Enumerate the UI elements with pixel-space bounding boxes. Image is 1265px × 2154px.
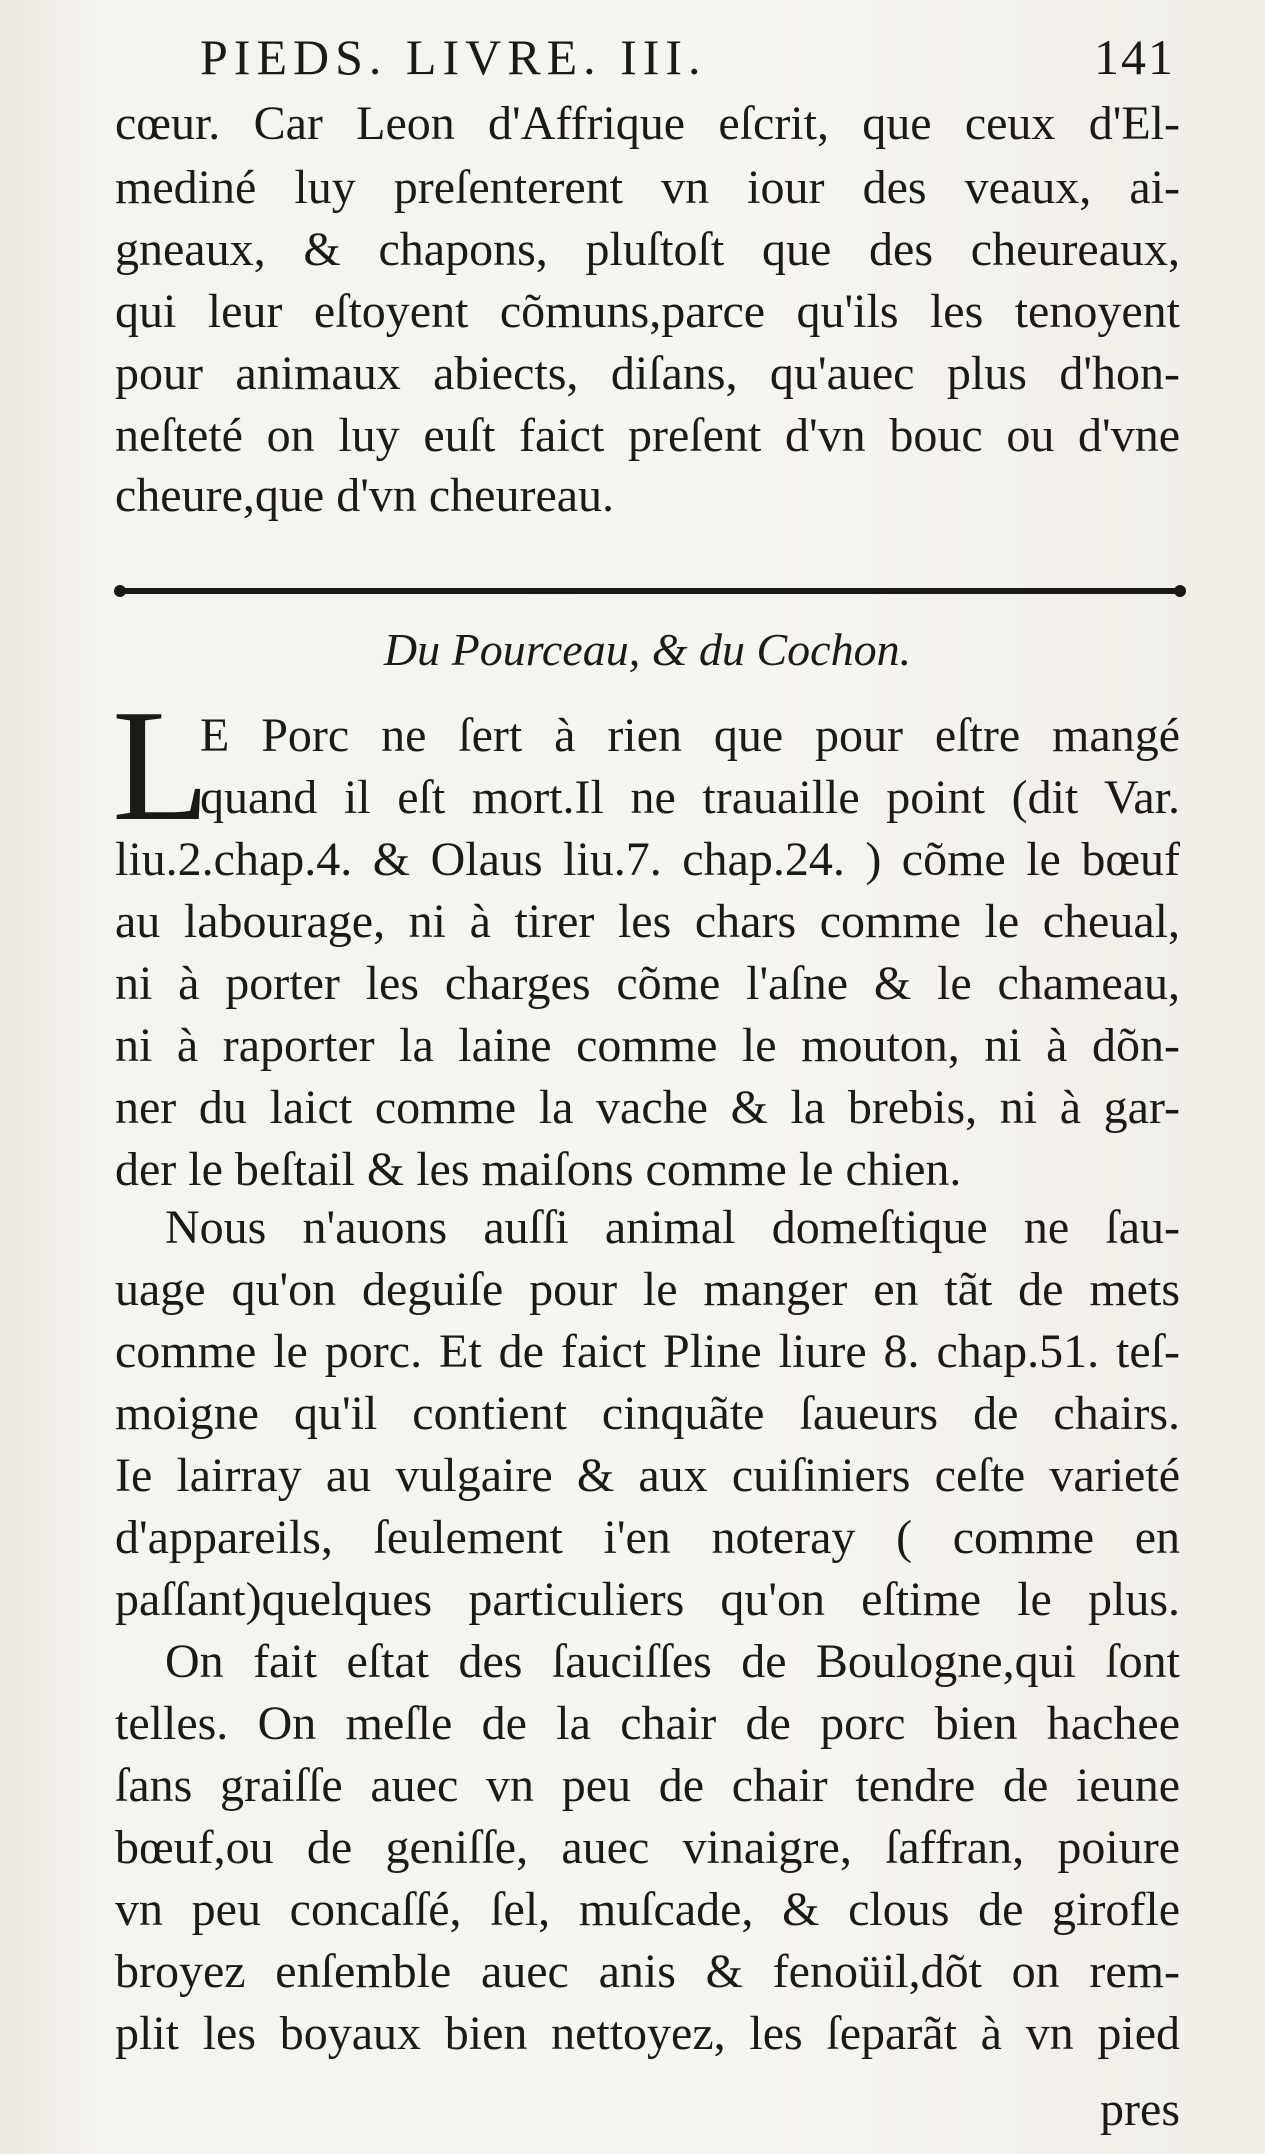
text-line: ner du laict comme la vache & la brebis, ni à gar- xyxy=(115,1081,1180,1134)
text-line: E Porc ne ſert à rien que pour eſtre mangé xyxy=(200,709,1180,762)
page-header xyxy=(200,28,1175,88)
text-line: ſans graiſſe auec vn peu de chair tendre de ieune xyxy=(115,1759,1180,1812)
text-line: neſteté on luy euſt faict preſent d'vn bouc ou d'vne xyxy=(115,409,1180,462)
running-title: PIEDS. LIVRE. III. xyxy=(200,29,707,85)
text-line: liu.2.chap.4. & Olaus liu.7. chap.24. ) cõme le bœuf xyxy=(115,833,1180,886)
text-line: gneaux, & chapons, pluſtoſt que des cheureaux, xyxy=(115,223,1180,276)
text-line: Ie lairray au vulgaire & aux cuiſiniers ceſte varieté xyxy=(115,1449,1180,1502)
text-line: moigne qu'il contient cinquãte ſaueurs de chairs. xyxy=(115,1387,1180,1440)
text-line: bœuf,ou de geniſſe, auec vinaigre, ſaffran, poiure xyxy=(115,1821,1180,1874)
text-line: qui leur eſtoyent cõmuns,parce qu'ils les tenoyent xyxy=(115,285,1180,338)
drop-cap: L xyxy=(112,676,210,854)
section-title: Du Pourceau, & du Cochon. xyxy=(383,624,912,675)
text-line: mediné luy preſenterent vn iour des veaux, ai- xyxy=(115,161,1180,214)
text-line: Nous n'auons auſſi animal domeſtique ne ſau- xyxy=(165,1201,1180,1254)
text-line: cœur. Car Leon d'Affrique eſcrit, que ceux d'El- xyxy=(115,97,1180,150)
text-line: broyez enſemble auec anis & fenoüil,dõt on rem- xyxy=(115,1945,1180,1998)
text-line: der le beſtail & les maiſons comme le chien. xyxy=(115,1143,962,1196)
text-line: vn peu concaſſé, ſel, muſcade, & clous de girofle xyxy=(115,1883,1180,1936)
text-line: pour animaux abiects, diſans, qu'auec plus d'hon- xyxy=(115,347,1180,400)
text-line: uage qu'on deguiſe pour le manger en tãt de mets xyxy=(115,1263,1180,1316)
catchword: pres xyxy=(1100,2083,1180,2136)
text-line: quand il eſt mort.Il ne trauaille point (dit Var. xyxy=(200,771,1180,824)
text-line: comme le porc. Et de faict Pline liure 8. chap.51. teſ- xyxy=(115,1325,1180,1378)
text-line: ni à porter les charges cõme l'aſne & le chameau, xyxy=(115,957,1180,1010)
text-line: plit les boyaux bien nettoyez, les ſeparãt à vn pied xyxy=(115,2007,1180,2060)
text-line: au labourage, ni à tirer les chars comme le cheual, xyxy=(115,895,1180,948)
text-line: paſſant)quelques particuliers qu'on eſtime le plus. xyxy=(115,1573,1180,1626)
text-line: cheure,que d'vn cheureau. xyxy=(115,469,615,522)
text-line: On fait eſtat des ſauciſſes de Boulogne,qui ſont xyxy=(165,1635,1180,1688)
text-line: telles. On meſle de la chair de porc bien hachee xyxy=(115,1697,1180,1750)
page-number: 141 xyxy=(1094,29,1175,85)
section-divider xyxy=(120,588,1180,594)
text-line: ni à raporter la laine comme le mouton, ni à dõn- xyxy=(115,1019,1180,1072)
text-line: d'appareils, ſeulement i'en noteray ( comme en xyxy=(115,1511,1180,1564)
